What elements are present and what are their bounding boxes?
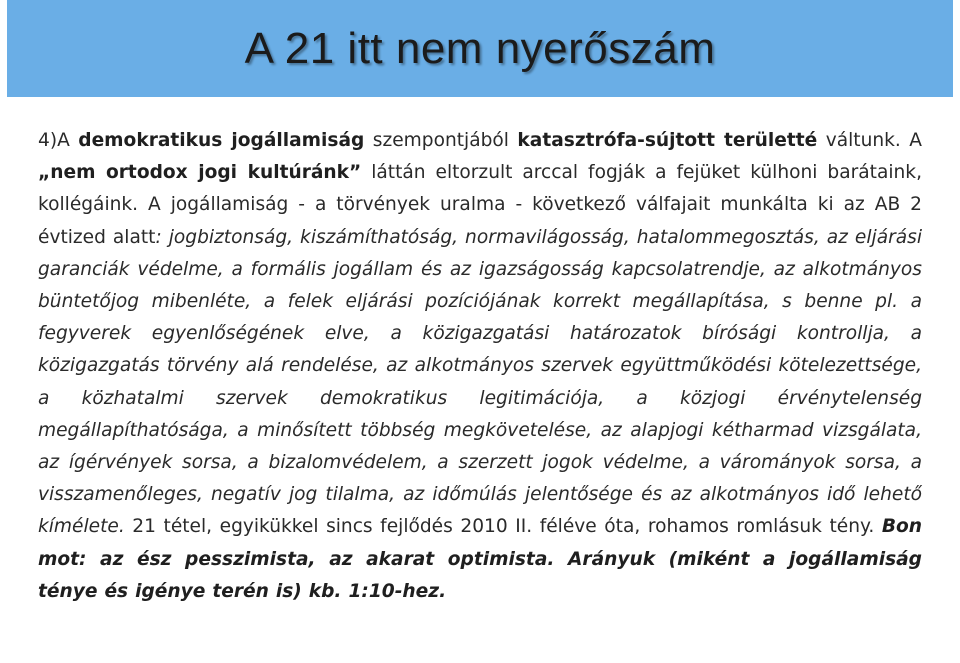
text-run: váltunk. A — [817, 130, 922, 151]
title-bar — [7, 0, 953, 97]
text-run: 4)A — [38, 130, 79, 151]
bold-run: „nem ortodox jogi kultúránk” — [38, 162, 362, 184]
italic-run: a fegyverek egyenlőségének elve, a közigazgatási határozatok bírósági kontrollja, a közigazgatás törvény alá rendelése, az alkotmányos szervek együttműködési kötelezettsége, a közhatalmi szervek demokratikus legitimációja, a közjogi érvénytelenség megállapíthatósága, a minősített többség megkövetelése, az alapjogi kétharmad vizsgálata, az ígérvények sorsa, a bizalomvédelem, a szerzett jogok védelme, a várományok sorsa, a visszamenőleges, negatív jog tilalma, az időmúlás jelentősége és az alkotmányos idő lehető kímélete. — [38, 291, 922, 538]
bold-italic-run: Bon mot: az ész pesszimista, az akarat optimista. Arányuk (miként a jogállamiság ténye és igénye terén is) kb. 1:10-hez. — [38, 516, 922, 602]
text-run: 21 tétel, egyikükkel sincs fejlődés 2010 II. féléve óta, rohamos romlásuk tény. — [124, 516, 882, 538]
bold-run: katasztrófa-sújtott területté — [517, 130, 818, 151]
bold-run: demokratikus jogállamiság — [78, 130, 365, 151]
italic-run: : jogbiztonság, kiszámíthatóság, normavilágosság, hatalommegosztás, az eljárási garanciák védelme, a formális jogállam és az igazságosság kapcsolatrendje, az alkotmányos büntetőjog mibenléte, a felek eljárási pozíciójának korrekt megállapítása, s benne pl. — [38, 226, 922, 313]
text-run: láttán eltorzult arccal fogják a fejüket külhoni barátaink, kollégáink. A jogállamiság - a törvények uralma - következő válfajait munkálta ki az AB 2 évtized alatt — [38, 162, 922, 248]
slide-title: A 21 itt nem nyerőszám — [244, 23, 716, 73]
text-run: szempontjából — [364, 130, 518, 151]
body-paragraph — [38, 125, 922, 608]
